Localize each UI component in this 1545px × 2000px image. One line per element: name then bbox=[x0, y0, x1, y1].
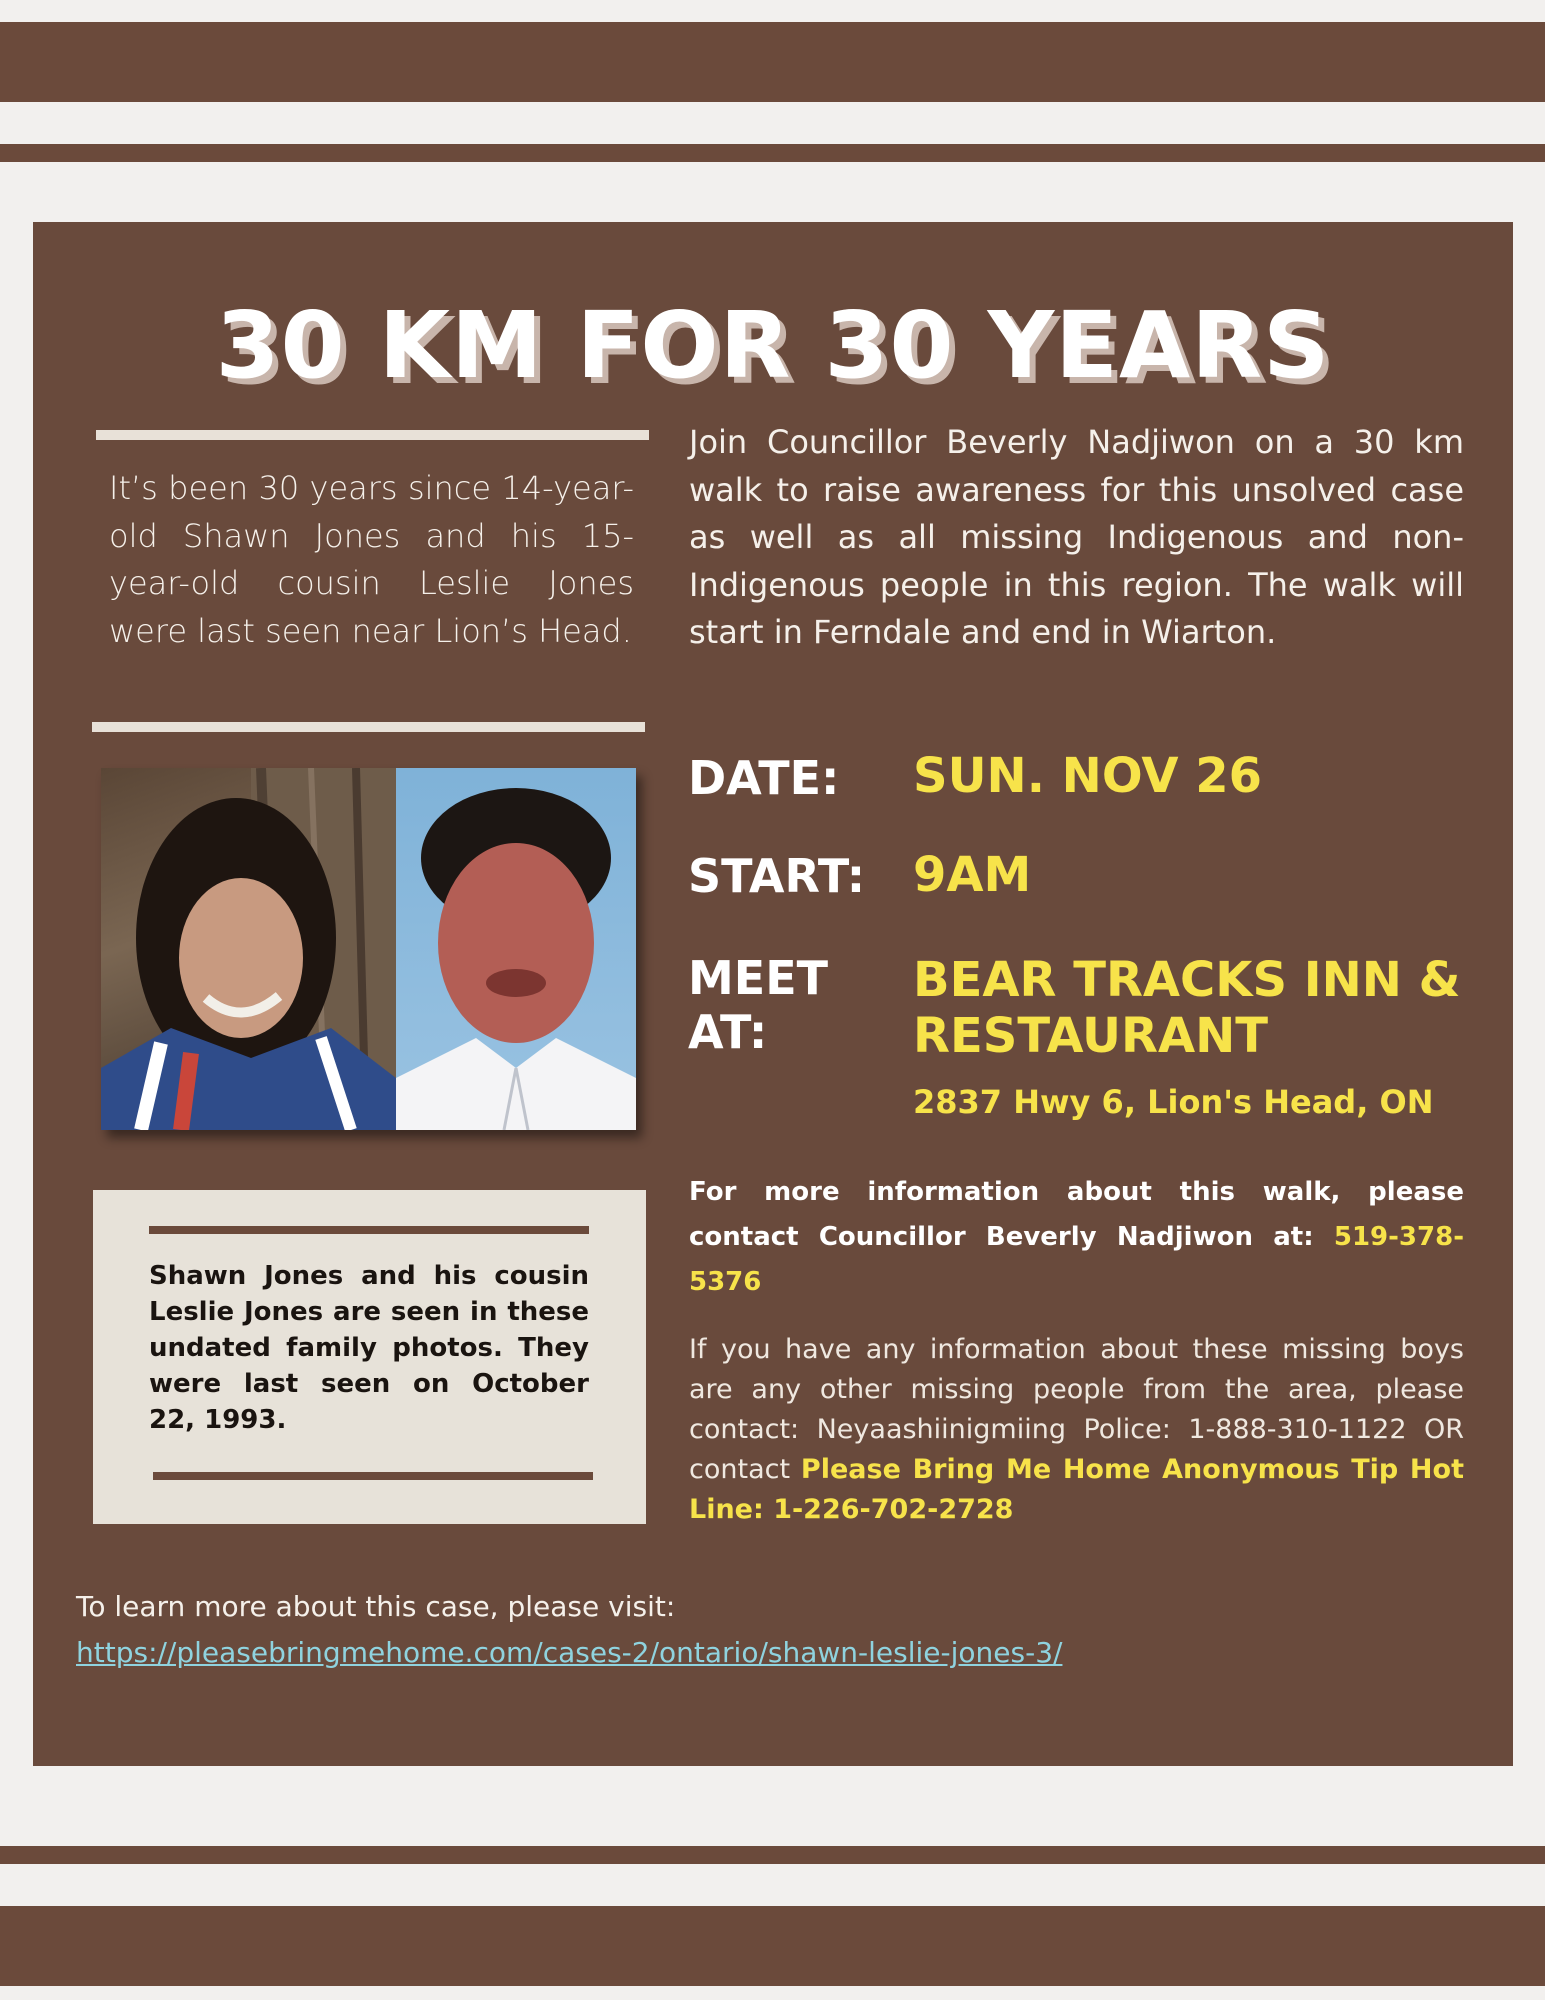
photo-caption-box bbox=[93, 1190, 646, 1524]
caption-bottom-rule bbox=[153, 1472, 593, 1480]
photo-shawn-jones bbox=[101, 768, 396, 1130]
top-stripe-thin bbox=[0, 144, 1545, 162]
contact-text: For more information about this walk, please contact Councillor Beverly Nadjiwon at: bbox=[689, 1177, 1464, 1252]
case-link[interactable]: https://pleasebringmehome.com/cases-2/ontario/shawn-leslie-jones-3/ bbox=[76, 1636, 1063, 1669]
tip-info bbox=[689, 1330, 1464, 1530]
caption-top-rule bbox=[149, 1226, 589, 1234]
intro-top-rule bbox=[96, 430, 649, 440]
start-label: START: bbox=[688, 849, 866, 903]
contact-phone: 519-378-5376 bbox=[689, 1222, 1464, 1297]
flyer-panel bbox=[33, 222, 1513, 1766]
top-stripe-thick bbox=[0, 22, 1545, 102]
photo-leslie-jones bbox=[396, 768, 636, 1130]
intro-bottom-rule bbox=[92, 722, 645, 732]
date-label: DATE: bbox=[688, 751, 840, 805]
venue-address: 2837 Hwy 6, Lion's Head, ON bbox=[913, 1083, 1434, 1121]
bottom-stripe-thick bbox=[0, 1906, 1545, 1986]
bottom-stripe-thin bbox=[0, 1846, 1545, 1864]
meet-label-line1: MEET bbox=[688, 951, 828, 1005]
intro-text: It’s been 30 years since 14-year-old Shawn Jones and his 15-year-old cousin Leslie Jones were last seen near Lion’s Head. bbox=[109, 469, 634, 650]
walk-description: Join Councillor Beverly Nadjiwon on a 30 km walk to raise awareness for this unsolved case as well as all missing Indigenous and non-Indigenous people in this region. The walk will start in Ferndale and end in Wiarton. bbox=[689, 423, 1464, 651]
venue-line1: BEAR TRACKS INN & bbox=[913, 952, 1461, 1008]
tip-hotline: Please Bring Me Home Anonymous Tip Hot Line: 1-226-702-2728 bbox=[689, 1454, 1464, 1525]
tip-text: If you have any information about these missing boys are any other missing people from the area, please contact: Neyaashiinigmiing Police: 1-888-310-1122 OR contact bbox=[689, 1334, 1464, 1485]
learn-more-text: To learn more about this case, please visit: bbox=[76, 1590, 676, 1623]
learn-more bbox=[76, 1584, 1376, 1676]
date-value: SUN. NOV 26 bbox=[913, 748, 1263, 804]
family-photos bbox=[101, 768, 636, 1130]
start-value: 9AM bbox=[913, 847, 1032, 903]
photo-caption: Shawn Jones and his cousin Leslie Jones are seen in these undated family photos. They were last seen on October 22, 1993. bbox=[149, 1261, 589, 1435]
contact-info bbox=[689, 1170, 1464, 1305]
meet-label-line2: AT: bbox=[688, 1005, 768, 1059]
venue-line2: RESTAURANT bbox=[913, 1008, 1269, 1064]
flyer-title: 30 KM FOR 30 YEARS bbox=[215, 292, 1331, 399]
